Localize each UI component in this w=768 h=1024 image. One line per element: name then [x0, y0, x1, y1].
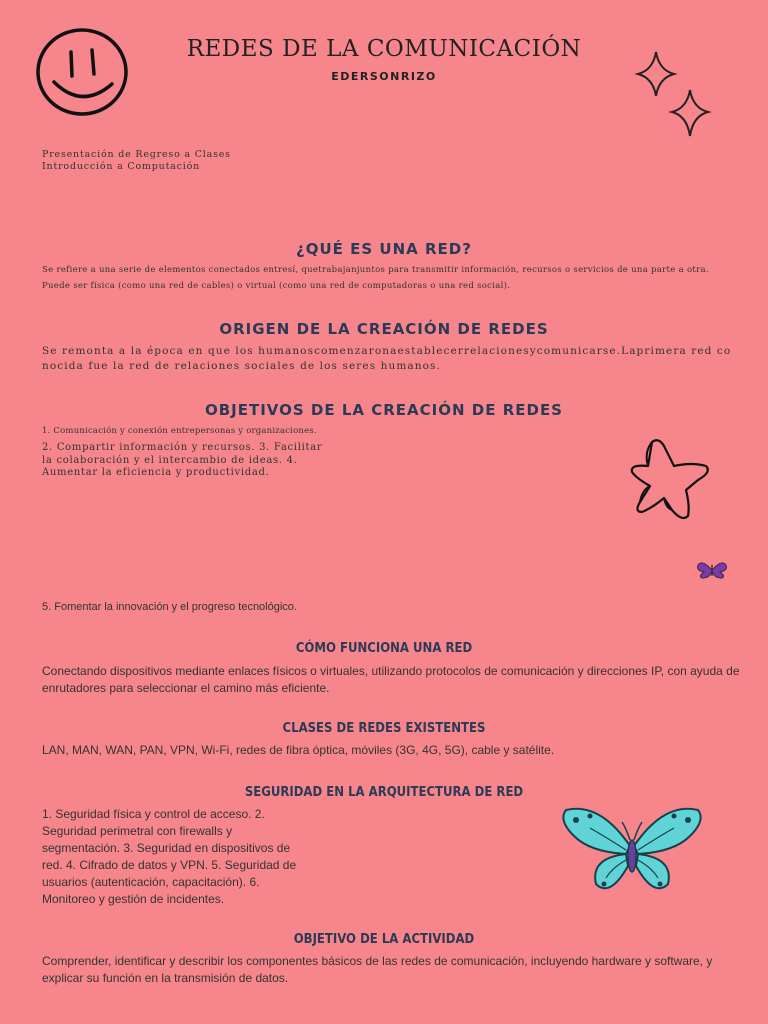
text-objetivo-1: 1. Comunicación y conexión entrepersonas y organizaciones.: [42, 426, 317, 436]
page-subtitle: EDERSONRIZO: [331, 70, 437, 83]
text-objetivo-5: 5. Fomentar la innovación y el progreso tecnológico.: [42, 601, 297, 613]
text-seguridad: 1. Seguridad física y control de acceso. 2. Seguridad perimetral con firewalls y segmentación. 3. Seguridad en dispositivos de red. 4. Cifrado de datos y VPN. 5. Seguridad de usuarios (autenticación, capacitación). 6. Monitoreo y gestión de incidentes.: [42, 807, 297, 906]
heading-seguridad: SEGURIDAD EN LA ARQUITECTURA DE RED: [244, 785, 524, 800]
heading-que-es-una-red: ¿QUÉ ES UNA RED?: [296, 240, 472, 258]
text-como-funciona: Conectando dispositivos mediante enlaces físicos o virtuales, utilizando protocolos de comunicación y direcciones IP, con ayuda de enrutadores para seleccionar el camino más eficiente.: [42, 664, 740, 695]
heading-origen: ORIGEN DE LA CREACIÓN DE REDES: [219, 320, 549, 338]
star-doodle-icon: [626, 432, 716, 524]
sparkle-stars-icon: [630, 48, 720, 143]
heading-objetivo-actividad: OBJETIVO DE LA ACTIVIDAD: [293, 932, 475, 947]
heading-como-funciona: CÓMO FUNCIONA UNA RED: [295, 641, 473, 656]
butterfly-icon: [560, 806, 704, 898]
heading-clases-de-redes: CLASES DE REDES EXISTENTES: [282, 721, 486, 736]
text-objetivos-2-4: 2. Compartir información y recursos. 3. Facilitar la colaboración y el intercambio de ideas. 4. Aumentar la eficiencia y productividad.: [42, 442, 323, 478]
text-objetivo-actividad: Comprender, identificar y describir los componentes básicos de las redes de comunicación, incluyendo hardware y software, y explicar su función en la transmisión de datos.: [42, 954, 713, 985]
heading-objetivos: OBJETIVOS DE LA CREACIÓN DE REDES: [204, 401, 563, 419]
text-clases-de-redes: LAN, MAN, WAN, PAN, VPN, Wi-Fi, redes de fibra óptica, móviles (3G, 4G, 5G), cable y satélite.: [42, 743, 555, 757]
text-que-es-una-red: Se refiere a una serie de elementos conectados entresí, quetrabajanjuntos para transmitir información, recursos o servicios de una parte a otra. Puede ser física (como una red de cables) o virtual (como una red de computadoras o una red social).: [42, 265, 709, 291]
small-butterfly-icon: [696, 561, 728, 579]
intro-text: Presentación de Regreso a Clases Introducción a Computación: [42, 149, 231, 172]
page-title: REDES DE LA COMUNICACIÓN: [186, 36, 582, 62]
text-origen: Se remonta a la época en que los humanoscomenzaronaestablecerrelacionesycomunicarse.Laprimera red conocida fue la red de relaciones sociales de los seres humanos.: [42, 345, 732, 372]
